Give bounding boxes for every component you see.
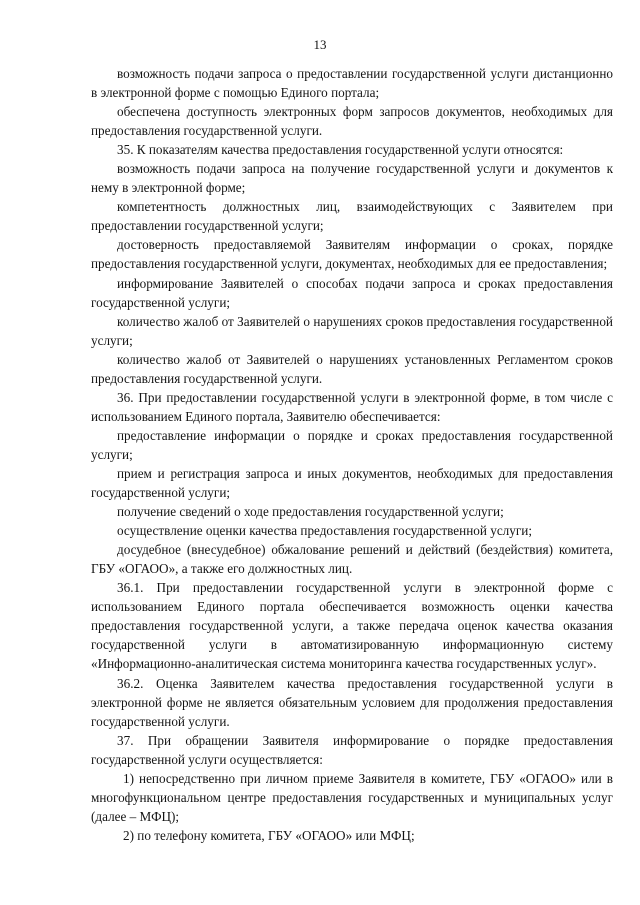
paragraph-electronic-request: возможность подачи запроса на получение государственной услуги и документов к нему в электронной форме; — [91, 161, 613, 196]
paragraph-progress-info: получение сведений о ходе предоставления государственной услуги; — [117, 504, 504, 520]
paragraph-appeal: досудебное (внесудебное) обжалование решений и действий (бездействия) комитета, ГБУ «ОГАОО», а также его должностных лиц. — [91, 542, 613, 577]
paragraph-37-item-1: 1) непосредственно при личном приеме Заявителя в комитете, ГБУ «ОГАОО» или в многофункциональном центре предоставления государственных и муниципальных услуг (далее – МФЦ); — [91, 770, 613, 824]
paragraph-36-heading: 36. При предоставлении государственной услуги в электронной форме, в том числе с использованием Единого портала, Заявителю обеспечивается: — [91, 389, 613, 424]
document-body — [91, 64, 613, 845]
paragraph-35-heading: 35. К показателям качества предоставления государственной услуги относятся: — [117, 142, 564, 158]
paragraph-reliability: достоверность предоставляемой Заявителям информации о сроках, порядке предоставления государственной услуги, документах, необходимых для ее предоставления; — [91, 237, 613, 272]
paragraph-competence: компетентность должностных лиц, взаимодействующих с Заявителем при предоставлении государственной услуги; — [91, 199, 613, 234]
paragraph-portal-request: возможность подачи запроса о предоставлении государственной услуги дистанционно в электронной форме с помощью Единого портала; — [91, 66, 613, 101]
paragraph-37-item-2: 2) по телефону комитета, ГБУ «ОГАОО» или МФЦ; — [123, 827, 415, 843]
paragraph-registration: прием и регистрация запроса и иных документов, необходимых для предоставления государственной услуги; — [91, 465, 613, 501]
paragraph-complaints-regulation: количество жалоб от Заявителей о нарушениях установленных Регламентом сроков предоставления государственной услуги. — [91, 351, 613, 386]
paragraph-36-1: 36.1. При предоставлении государственной услуги в электронной форме с использованием Единого портала обеспечивается возможность оценки качества предоставления государственной услуги, а также передача оценок качества оказания государственной услуги в автоматизированную информационную систему «Информационно-аналитическая система мониторинга качества государственных услуг». — [91, 580, 613, 672]
page-number: 13 — [313, 37, 327, 52]
paragraph-36-2: 36.2. Оценка Заявителем качества предоставления государственной услуги в электронной форме не является обязательным условием для продолжения предоставления государственной услуги. — [91, 675, 613, 729]
paragraph-quality-assessment: осуществление оценки качества предоставления государственной услуги; — [117, 523, 532, 539]
paragraph-form-availability: обеспечена доступность электронных форм запросов документов, необходимых для предоставления государственной услуги. — [91, 104, 613, 139]
paragraph-informing: информирование Заявителей о способах подачи запроса и сроках предоставления государственной услуги; — [91, 275, 613, 310]
paragraph-complaints-deadlines: количество жалоб от Заявителей о нарушениях сроков предоставления государственной услуги; — [91, 313, 613, 348]
paragraph-37-heading: 37. При обращении Заявителя информирование о порядке предоставления государственной услуги осуществляется: — [91, 732, 613, 767]
paragraph-information-provision: предоставление информации о порядке и сроках предоставления государственной услуги; — [91, 427, 613, 462]
